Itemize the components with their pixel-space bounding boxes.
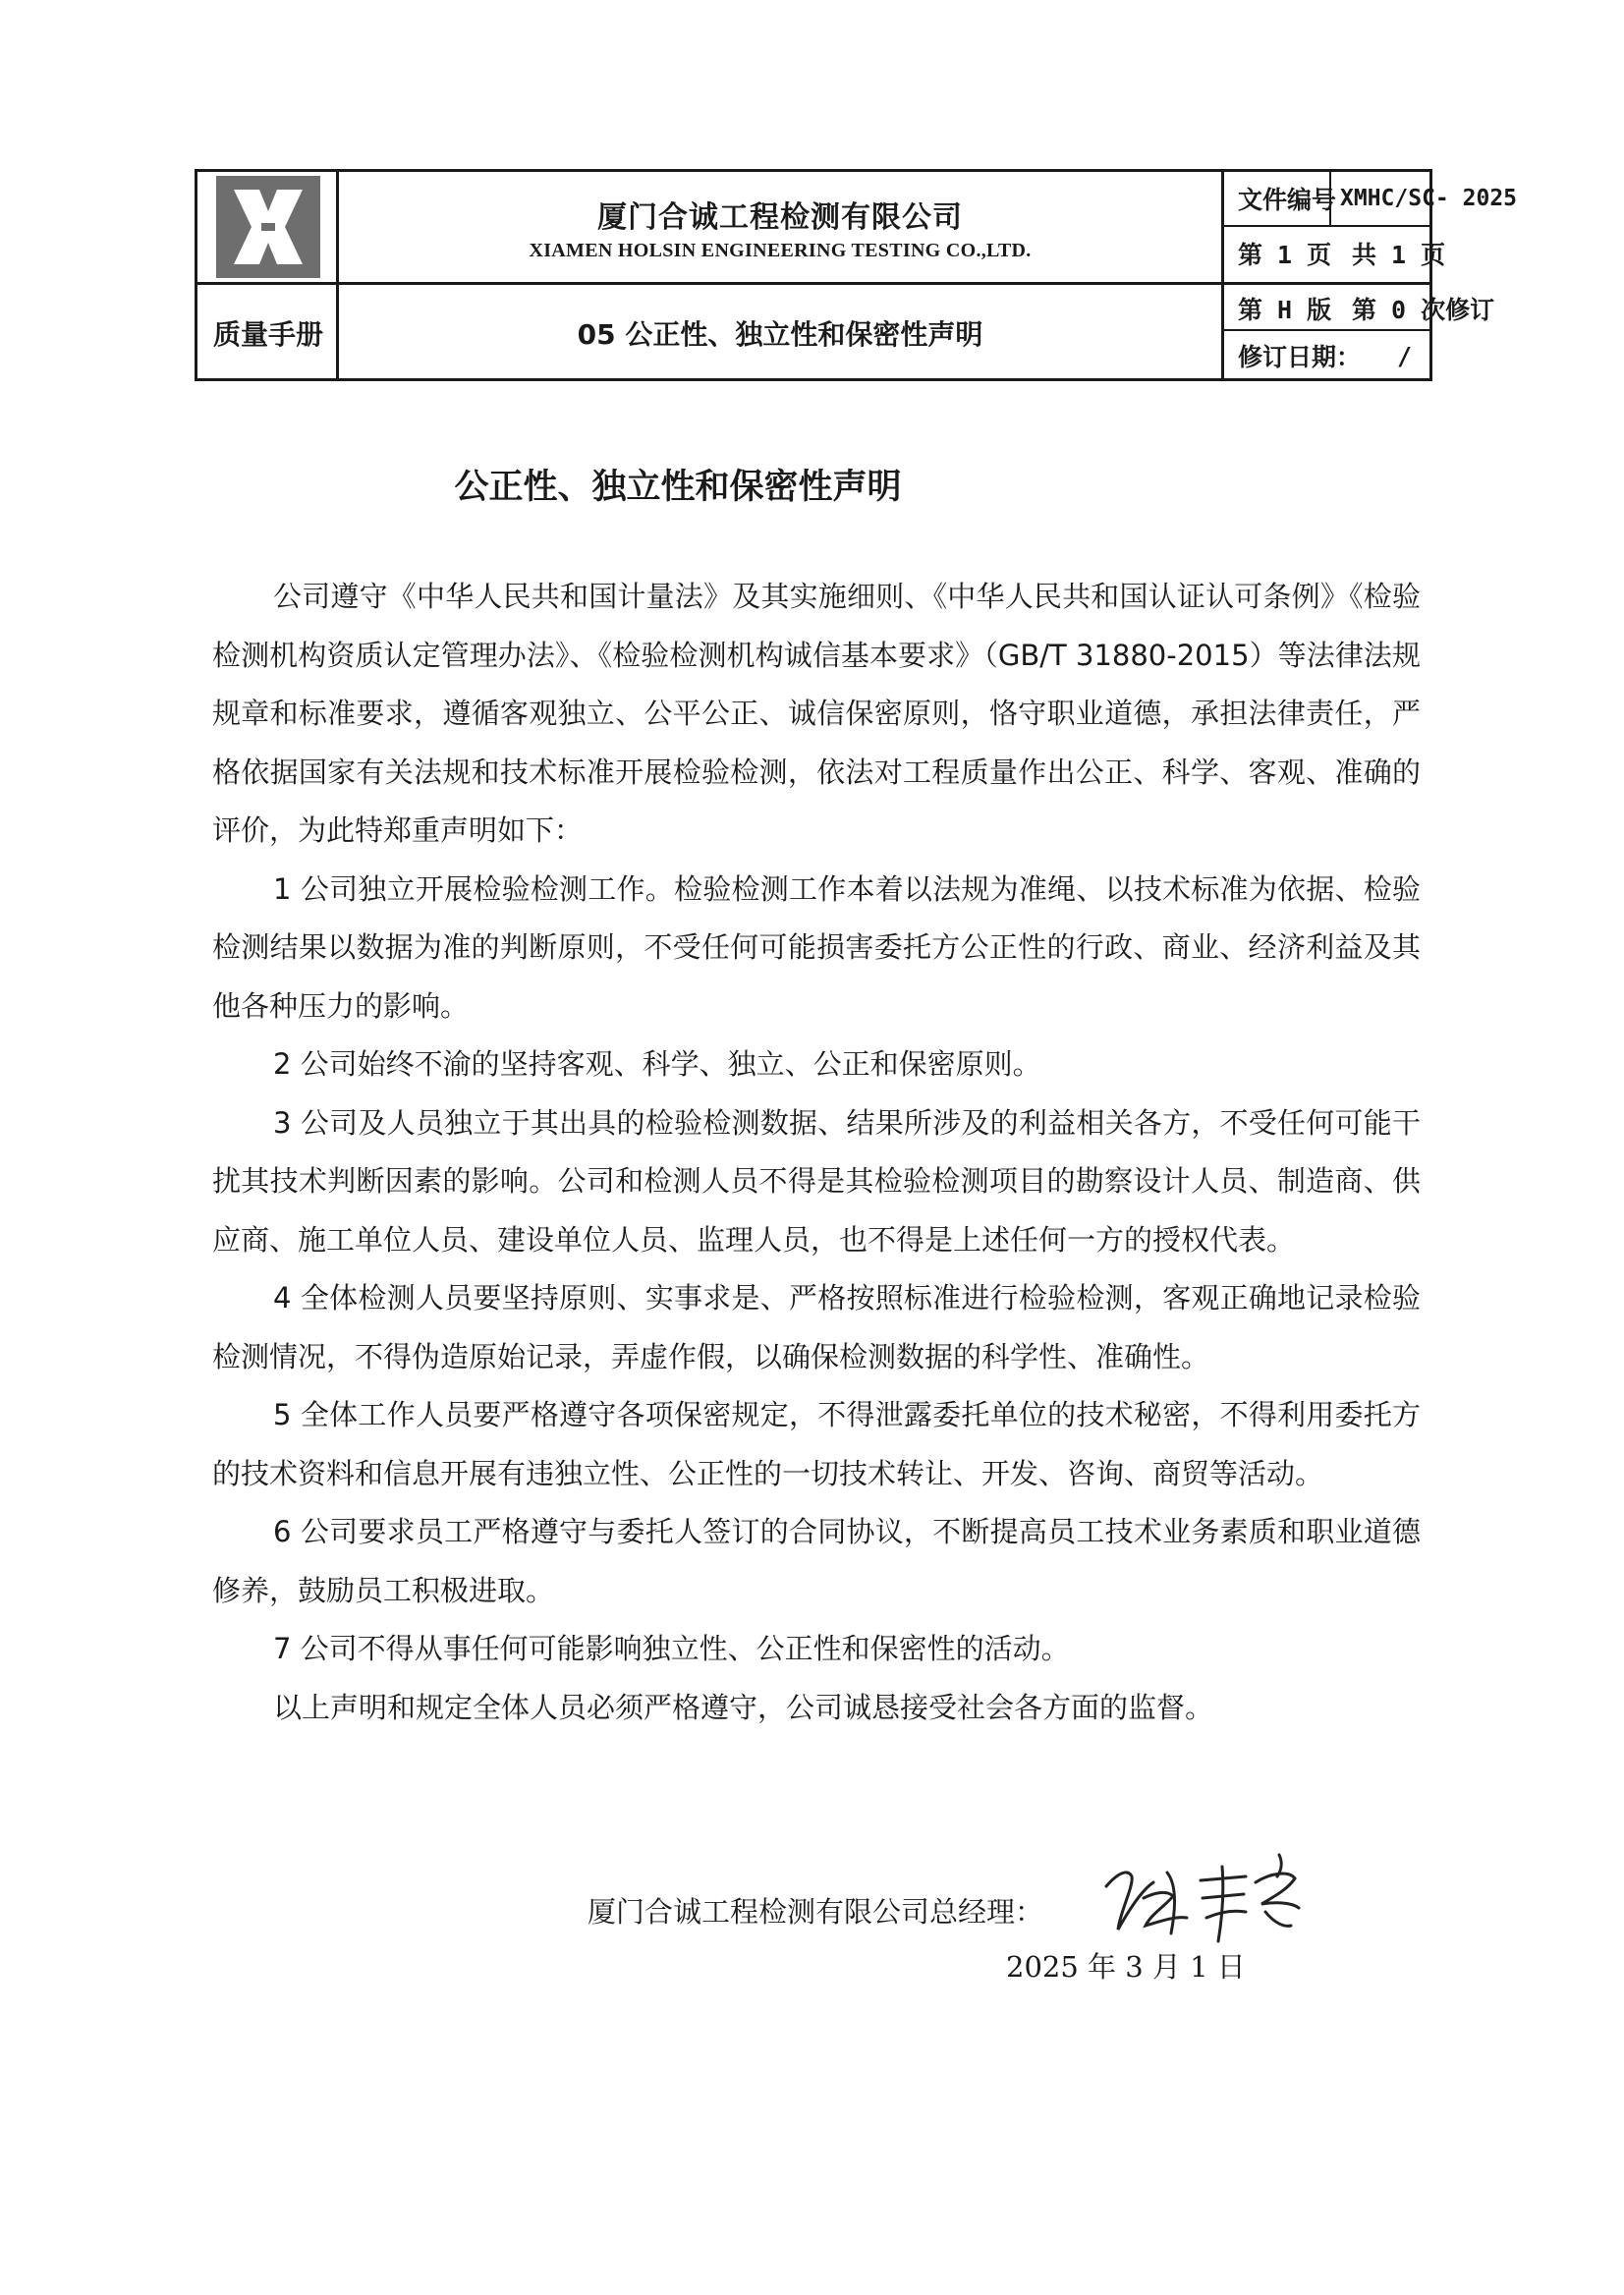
revision-date-value: / xyxy=(1397,341,1413,370)
edition: 第 H 版 xyxy=(1238,296,1332,324)
revision-date-row xyxy=(1224,329,1428,382)
signature-label: 厦门合诚工程检测有限公司总经理： xyxy=(588,1895,1044,1929)
company-name-en: XIAMEN HOLSIN ENGINEERING TESTING CO.,LTD. xyxy=(529,239,1032,261)
paragraph-item-4: 4 全体检测人员要坚持原则、实事求是、严格按照标准进行检验检测，客观正确地记录检验检测情况，不得伪造原始记录，弄虚作假，以确保检测数据的科学性、准确性。 xyxy=(212,1281,1421,1373)
revision-date-label: 修订日期： xyxy=(1238,343,1362,371)
page-info: 第 1 页 xyxy=(1238,241,1332,269)
page-row xyxy=(1224,227,1446,280)
paragraph-item-7: 7 公司不得从事任何可能影响独立性、公正性和保密性的活动。 xyxy=(273,1632,1070,1665)
signature-date: 2025 年 3 月 1 日 xyxy=(1006,1950,1246,1984)
doc-no-value: XMHC/SC- 2025 xyxy=(1340,186,1518,211)
paragraph-closing: 以上声明和规定全体人员必须严格遵守，公司诚恳接受社会各方面的监督。 xyxy=(273,1690,1214,1724)
edition-row xyxy=(1224,282,1495,335)
manual-label: 质量手册 xyxy=(212,318,323,351)
company-name-cn: 厦门合诚工程检测有限公司 xyxy=(597,199,963,235)
header-table xyxy=(195,169,1518,381)
doc-no-label: 文件编号 xyxy=(1238,186,1337,214)
logo-cell xyxy=(197,172,339,282)
handwritten-signature xyxy=(1098,1843,1324,1951)
section-title: 05 公正性、独立性和保密性声明 xyxy=(577,318,983,351)
company-logo xyxy=(216,176,320,278)
company-name-cell xyxy=(339,172,1221,282)
paragraph-intro: 公司遵守《中华人民共和国计量法》及其实施细则、《中华人民共和国认证认可条例》《检验检测机构资质认定管理办法》、《检验检测机构诚信基本要求》（GB/T 31880-2015）等法律法规规章和标准要求，遵循客观独立、公平公正、诚信保密原则，恪守职业道德，承担法律责任，严格依据国家有关法规和技术标准开展检验检测，依法对工程质量作出公正、科学、客观、准确的评价，为此特郑重声明如下： xyxy=(212,580,1421,847)
logo-x-icon xyxy=(216,176,320,278)
page-title: 公正性、独立性和保密性声明 xyxy=(454,468,902,507)
paragraph-item-5: 5 全体工作人员要严格遵守各项保密规定，不得泄露委托单位的技术秘密，不得利用委托方的技术资料和信息开展有违独立性、公正性的一切技术转让、开发、咨询、商贸等活动。 xyxy=(212,1398,1421,1490)
paragraph-item-1: 1 公司独立开展检验检测工作。检验检测工作本着以法规为准绳、以技术标准为依据、检验检测结果以数据为准的判断原则，不受任何可能损害委托方公正性的行政、商业、经济利益及其他各种压力的影响。 xyxy=(212,871,1421,1023)
page-total: 共 1 页 xyxy=(1352,241,1446,269)
statement-body xyxy=(212,568,1421,1737)
paragraph-item-6: 6 公司要求员工严格遵守与委托人签订的合同协议，不断提高员工技术业务素质和职业道德修养，鼓励员工积极进取。 xyxy=(212,1515,1421,1607)
paragraph-item-3: 3 公司及人员独立于其出具的检验检测数据、结果所涉及的利益相关各方，不受任何可能干扰其技术判断因素的影响。公司和检测人员不得是其检验检测项目的勘察设计人员、制造商、供应商、施工单位人员、建设单位人员、监理人员，也不得是上述任何一方的授权代表。 xyxy=(212,1105,1421,1257)
paragraph-item-2: 2 公司始终不渝的坚持客观、科学、独立、公正和保密原则。 xyxy=(273,1047,1041,1081)
doc-no-row xyxy=(1224,172,1518,225)
revision: 第 0 次修订 xyxy=(1352,296,1495,324)
